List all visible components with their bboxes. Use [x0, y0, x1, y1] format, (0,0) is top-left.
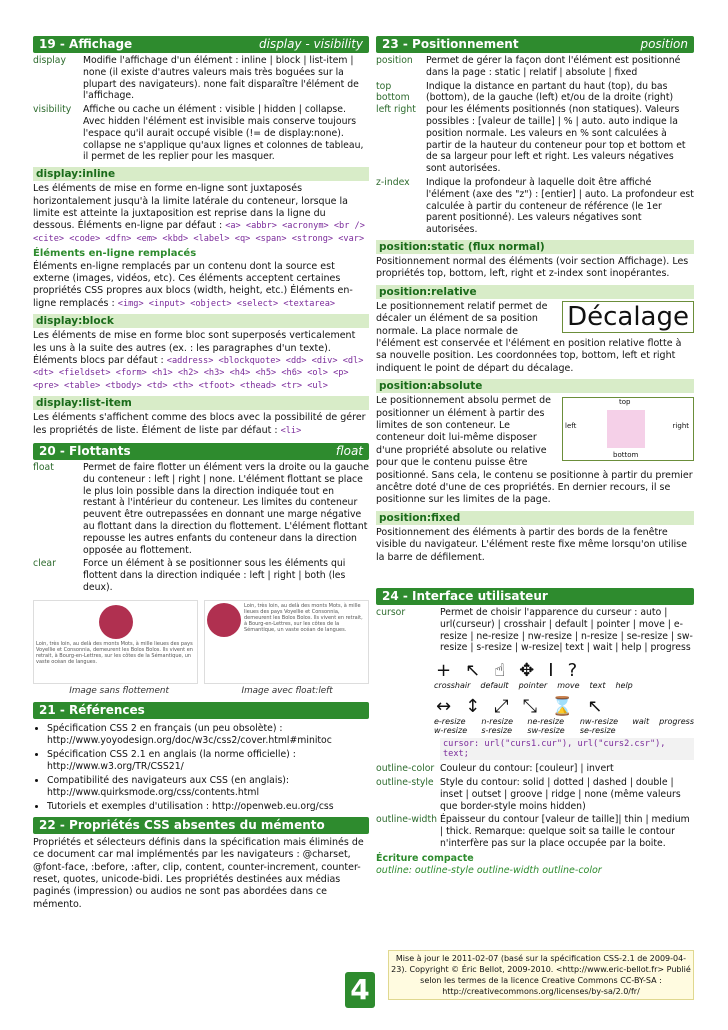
section-23-header — [376, 36, 694, 53]
flower-image — [99, 605, 133, 639]
cursor-icons-row-1 — [436, 660, 694, 681]
label-top: top — [619, 398, 631, 407]
prop-key: z-index — [376, 176, 410, 188]
section-20-header — [33, 443, 369, 460]
nwse-resize-icon: ⤡ — [522, 696, 537, 718]
prop-key: outline-style — [376, 777, 434, 789]
ns-resize-icon: ↕ — [465, 696, 481, 718]
cursor-label: move — [557, 681, 580, 691]
help-icon: ? — [567, 660, 578, 682]
cursor-label: nw-resize se-resize — [579, 717, 619, 736]
subheading-list-item: display:list-item — [33, 396, 369, 410]
prop-desc: Permet de gérer la façon dont l'élément est positionné dans la page : static | relatif | absolute | fixed — [426, 55, 681, 78]
left-column — [33, 36, 369, 911]
prop-outline-style — [376, 777, 694, 812]
prop-key: outline-width — [376, 814, 437, 826]
subheading-fixed: position:fixed — [376, 511, 694, 525]
prop-key: display — [33, 55, 67, 66]
absolute-diagram — [562, 397, 694, 461]
figure-text: Loin, très loin, au delà des monts Mots, à mille lieues des pays Voyellie et Consonnia, demeurent les Bolos Bolos. Ils vivent en retrait, à Bourg-en-Lettres, sur les côtes de la Sémantique, un vaste océan de langues. — [244, 602, 363, 633]
cursor-label: crosshair — [434, 681, 471, 691]
reference-item[interactable]: • Spécification CSS 2 en français (un peu obsolète) : http://www.yoyodesign.org/doc/w3c/css2/cover.html#minitoc — [47, 723, 369, 747]
compact-text: outline: outline-style outline-width outline-color — [376, 865, 602, 877]
cursor-label: e-resize w-resize — [434, 717, 468, 736]
prop-desc: Permet de choisir l'apparence du curseur : auto | url(curseur) | crosshair | default | pointer | move | e-resize | ne-resize | nw-resize | n-resize | se-resize | sw-resize | s-resize | w-resize| text | wait | help | progress — [440, 607, 693, 654]
section-title: 24 - Interface utilisateur — [382, 589, 548, 604]
default-cursor-icon: ↖ — [465, 660, 481, 682]
block-text: Les éléments de mise en forme bloc sont superposés verticalement les uns à la suite des autres (ex. : les paragraphes d'un texte). Éléments blocs par défaut : — [33, 330, 356, 367]
pointer-icon: ☝ — [494, 660, 506, 682]
list-para — [33, 412, 369, 437]
section-title: 20 - Flottants — [39, 444, 131, 459]
prop-position — [376, 55, 694, 79]
section-title: 21 - Références — [39, 702, 145, 717]
crosshair-icon: + — [436, 660, 452, 682]
block-tags: <address> <blockquote> <dd> <div> <dl> <dt> <fieldset> <form> <h1> <h2> <h3> <h4> <h5> <h6> <ol> <p> <pre> <table> <tbody> <td> <th> <tfoot> <thead> <tr> <ul> — [33, 356, 364, 391]
prop-key: visibility — [33, 104, 72, 116]
prop-desc: Style du contour: solid | dotted | dashed | double | inset | outset | groove | ridge | none (même valeurs que border-style moins hidden) — [440, 777, 681, 812]
subheading-static: position:static (flux normal) — [376, 240, 694, 254]
text-cursor-icon: I — [548, 660, 554, 682]
list-text: Les éléments s'affichent comme des blocs avec la possibilité de gérer les propriétés de liste. Élément de liste par défaut : — [33, 412, 366, 436]
section-keyword: display - visibility — [258, 37, 363, 51]
cursor-label: progress — [659, 717, 695, 727]
cursor-label: default — [480, 681, 509, 691]
section-keyword: position — [640, 37, 688, 51]
prop-cursor — [376, 607, 694, 654]
cursor-code-example: cursor: url("curs1.cur"), url("curs2.csr"), text; — [440, 738, 694, 760]
prop-display — [33, 55, 369, 102]
section-21-header — [33, 702, 369, 719]
prop-float — [33, 462, 369, 556]
label-left: left — [565, 422, 577, 431]
figure-captions — [33, 686, 369, 696]
section-title: 22 - Propriétés CSS absentes du mémento — [39, 817, 325, 832]
float-figures — [33, 600, 369, 684]
prop-desc: Couleur du contour: [couleur] | invert — [440, 763, 614, 775]
prop-desc: Permet de faire flotter un élément vers la droite ou la gauche du conteneur : left | right | none. L'élément flottant se place le plus loin possible dans la direction indiquée tout en restant à l'intérieur du conteneur. Les limites du conteneur peuvent être outrepassées en donnant une marge négative au flottant dans la direction du flottement. L'élément flottant repousse les autres enfants du conteneur dans la direction opposée au flottement. — [83, 462, 369, 556]
right-column — [376, 36, 694, 878]
prop-key: clear — [33, 558, 56, 570]
section-title: 23 - Positionnement — [382, 37, 519, 51]
block-para — [33, 330, 369, 392]
section-keyword: float — [335, 444, 363, 459]
subheading-relative: position:relative — [376, 285, 694, 299]
prop-z-index — [376, 177, 694, 236]
figure-text: Loin, très loin, au delà des monts Mots, à mille lieues des pays Voyellie et Consonnia, demeurent les Bolos Bolos. Ils vivent en retrait, à Bourg-en-Lettres, sur les côtes de la Sémantique, un vaste océan de langues. — [36, 640, 193, 665]
cursor-icons-row-2 — [436, 696, 694, 717]
cursor-label: wait — [632, 717, 650, 727]
reference-item[interactable]: • Tutoriels et exemples d'utilisation : http://openweb.eu.org/css — [47, 801, 369, 813]
cursor-label: ne-resize sw-resize — [527, 717, 565, 736]
section-19-header — [33, 36, 369, 53]
reference-item[interactable]: • Spécification CSS 2.1 en anglais (la norme officielle) : http://www.w3.org/TR/CSS21/ — [47, 749, 369, 773]
progress-icon: ↖ — [587, 696, 603, 718]
prop-desc: Modifie l'affichage d'un élément : inline | block | list-item | none (il existe d'autres valeurs mais très boguées sur la plupart des navigateurs). none fait disparaître l'élément de l'affichage. — [83, 55, 359, 102]
prop-key: outline-color — [376, 763, 435, 775]
inline-text: Les éléments de mise en forme en-ligne sont juxtaposés horizontalement jusqu'à la limite latérale du conteneur, lorsque la limite est atteinte la juxtaposition est reprise dans la ligne du dessous. Éléments en-ligne par défaut : — [33, 183, 348, 232]
figure-float-left — [204, 600, 369, 684]
prop-key: top bottom left right — [376, 80, 416, 116]
compact-heading: Écriture compacte — [376, 852, 474, 864]
decalage-illustration: Décalage — [562, 301, 694, 333]
prop-key: float — [33, 462, 54, 474]
fixed-text: Positionnement des éléments à partir des bords de la fenêtre visible du navigateur. L'élément reste fixe même lorsqu'on utilise la barre de défilement. — [376, 526, 687, 563]
replaced-tags: <img> <input> <object> <select> <textarea> — [117, 298, 336, 309]
prop-outline-width — [376, 814, 694, 849]
references-list — [33, 723, 369, 813]
absolute-text: Le positionnement absolu permet de positionner un élément à partir des limites de son conteneur. Le conteneur doit lui-même disposer d'une propriété absolute ou relative pour que le contenu puisse être positionné. Sans cela, le contenu se positionne à partir du premier ancêtre doté d'une de ces propriétés. En dernier recours, il se positionne sur les limites de la page. — [376, 395, 693, 506]
caption-float-left: Image avec float:left — [241, 685, 333, 696]
prop-offsets — [376, 81, 694, 175]
subheading-block: display:block — [33, 314, 369, 328]
move-icon: ✥ — [519, 660, 535, 682]
prop-desc: Force un élément à se positionner sous les éléments qui flottent dans la direction indiquée : left | right | both (les deux). — [83, 558, 346, 594]
list-tags: <li> — [280, 425, 302, 436]
label-right: right — [672, 422, 689, 431]
cursor-label: pointer — [518, 681, 548, 691]
section-title: 19 - Affichage — [39, 37, 133, 51]
page-number: 4 — [345, 972, 375, 1008]
flower-image — [207, 603, 241, 637]
section-24-header — [376, 588, 694, 605]
prop-key: position — [376, 55, 413, 66]
cursor-label: text — [589, 681, 606, 691]
section-22-header — [33, 817, 369, 834]
cursor-labels-row-2 — [434, 717, 694, 735]
relative-text: Le positionnement relatif permet de décaler un élément de sa position normale. La place normale de l'élément est conservée et l'élément en position relative flotte à sa nouvelle position. Les coordonnées top, bottom, left et right indiquent le point de départ du décalage. — [376, 300, 682, 374]
cursor-label: help — [615, 681, 633, 691]
ew-resize-icon: ↔ — [436, 696, 452, 718]
inline-para — [33, 183, 369, 245]
label-bottom: bottom — [613, 451, 639, 460]
subheading-replaced: Éléments en-ligne remplacés — [33, 248, 197, 260]
cursor-label: n-resize s-resize — [481, 717, 514, 736]
section-22-text: Propriétés et sélecteurs définis dans la spécification mais éliminés de ce document car mal implémentés par les navigateurs : @charset, @font-face, :before, :after, clip, content, counter-increment, counter-reset, quotes, unicode-bidi. Les propriétés destinées aux médias paginés (impression) ou audios ne sont pas abordées dans ce mémento. — [33, 836, 364, 910]
positioned-box — [607, 410, 645, 448]
reference-item[interactable]: • Compatibilité des navigateurs aux CSS (en anglais): http://www.quirksmode.org/css/contents.html — [47, 775, 369, 799]
prop-desc: Indique la distance en partant du haut (top), du bas (bottom), de la gauche (left) et/ou de la droite (right) pour les éléments positionnés (non statiques). Valeurs possibles : [valeur de taille] | % | auto. auto indique la position normale. Les valeurs en % sont calculées à partir de la hauteur du conteneur pour top et bottom et de sa largeur pour left et right. Les valeurs négatives sont autorisées. — [426, 80, 686, 175]
cursor-labels-row-1 — [434, 681, 694, 690]
subheading-absolute: position:absolute — [376, 379, 694, 393]
figure-no-float — [33, 600, 198, 684]
nesw-resize-icon: ⤢ — [494, 696, 509, 718]
wait-icon: ⌛ — [551, 696, 574, 718]
static-text: Positionnement normal des éléments (voir section Affichage). Les propriétés top, bottom, left, right et z-index sont inopérantes. — [376, 255, 689, 280]
prop-key: cursor — [376, 607, 406, 619]
subheading-inline: display:inline — [33, 167, 369, 181]
prop-desc: Épaisseur du contour [valeur de taille]| thin | medium | thick. Remarque: quelque soit sa taille le contour n'interfère pas sur la place occupée par la boite. — [440, 814, 690, 850]
prop-outline-color — [376, 763, 694, 775]
replaced-text: Éléments en-ligne remplacés par un contenu dont la source est externe (images, vidéos, etc). Ces éléments acceptent certaines propriétés CSS propres aux blocs (width, height, etc.) Éléments en-ligne remplacés : — [33, 260, 353, 309]
footer-credits: Mise à jour le 2011-02-07 (basé sur la spécification CSS-2.1 de 2009-04-23). Copyright © Éric Bellot, 2009-2010. <http://www.eric-bellot.fr> Publié selon les termes de la licence Creative Commons CC-BY-SA : http://creativecommons.org/licenses/by-sa/2.0/fr/ — [388, 950, 694, 1000]
caption-no-float: Image sans flottement — [69, 685, 169, 696]
replaced-para — [33, 261, 369, 311]
inline-tags: <a> <abbr> <acronym> <br /> <cite> <code> <dfn> <em> <kbd> <label> <q> <span> <strong> <var> — [33, 221, 365, 244]
prop-desc: Affiche ou cache un élément : visible | hidden | collapse. Avec hidden l'élément est invisible mais conserve toujours l'espace qu'il aurait occupé visible (!= de display:none). collapse ne s'applique qu'aux lignes et colonnes de tableau, il permet de les replier pour les masquer. — [83, 104, 364, 163]
prop-visibility — [33, 104, 369, 163]
prop-clear — [33, 558, 369, 593]
prop-desc: Indique la profondeur à laquelle doit être affiché l'élément (axe des "z") : [entier] | auto. La profondeur est calculée à partir du conteneur de référence (le 1er parent positionné). Les valeurs négatives sont autorisées. — [426, 176, 694, 236]
